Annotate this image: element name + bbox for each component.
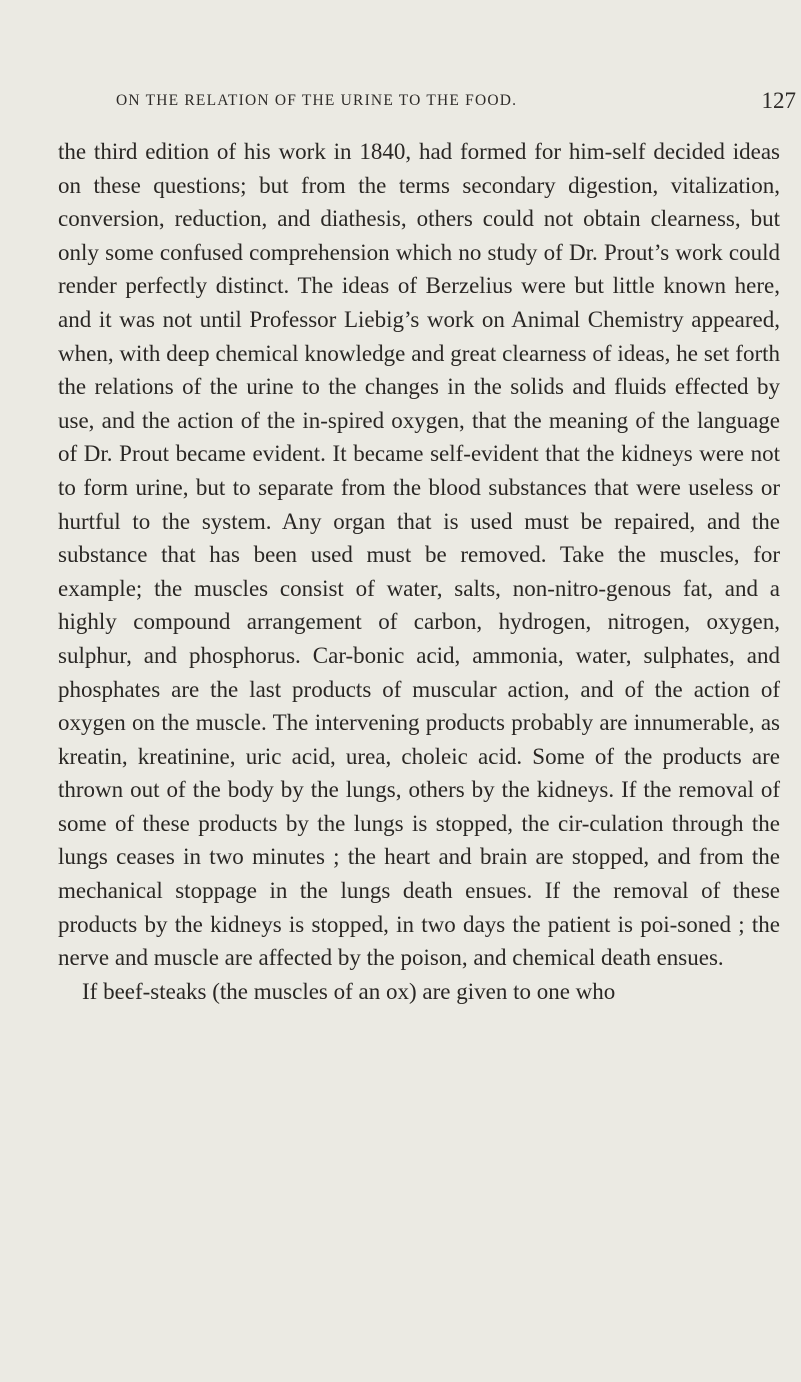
page-number: 127	[761, 88, 796, 113]
body-text	[58, 135, 780, 1008]
running-title: ON THE RELATION OF THE URINE TO THE FOOD.	[116, 92, 518, 109]
running-head	[116, 88, 796, 118]
paragraph-new: If beef-steaks (the muscles of an ox) are given to one who	[82, 978, 616, 1004]
paragraph-continued: the third edition of his work in 1840, had formed for him-self decided ideas on these questions; but from the terms secondary digestion, vitalization, conversion, reduction, and diathesis, others could not obtain clearness, but only some confused comprehension which no study of Dr. Prout’s work could render perfectly distinct. The ideas of Berzelius were but little known here, and it was not until Professor Liebig’s work on Animal Chemistry appeared, when, with deep chemical knowledge and great clearness of ideas, he set forth the relations of the urine to the changes in the solids and fluids effected by use, and the action of the in-spired oxygen, that the meaning of the language of Dr. Prout became evident. It became self-evident that the kidneys were not to form urine, but to separate from the blood substances that were useless or hurtful to the system. Any organ that is used must be repaired, and the substance that has been used must be removed. Take the muscles, for example; the muscles consist of water, salts, non-nitro-genous fat, and a highly compound arrangement of carbon, hydrogen, nitrogen, oxygen, sulphur, and phosphorus. Car-bonic acid, ammonia, water, sulphates, and phosphates are the last products of muscular action, and of the action of oxygen on the muscle. The intervening products probably are innumerable, as kreatin, kreatinine, uric acid, urea, choleic acid. Some of the products are thrown out of the body by the lungs, others by the kidneys. If the removal of some of these products by the lungs is stopped, the cir-culation through the lungs ceases in two minutes ; the heart and brain are stopped, and from the mechanical stoppage in the lungs death ensues. If the removal of these products by the kidneys is stopped, in two days the patient is poi-soned ; the nerve and muscle are affected by the poison, and chemical death ensues.	[58, 139, 780, 971]
